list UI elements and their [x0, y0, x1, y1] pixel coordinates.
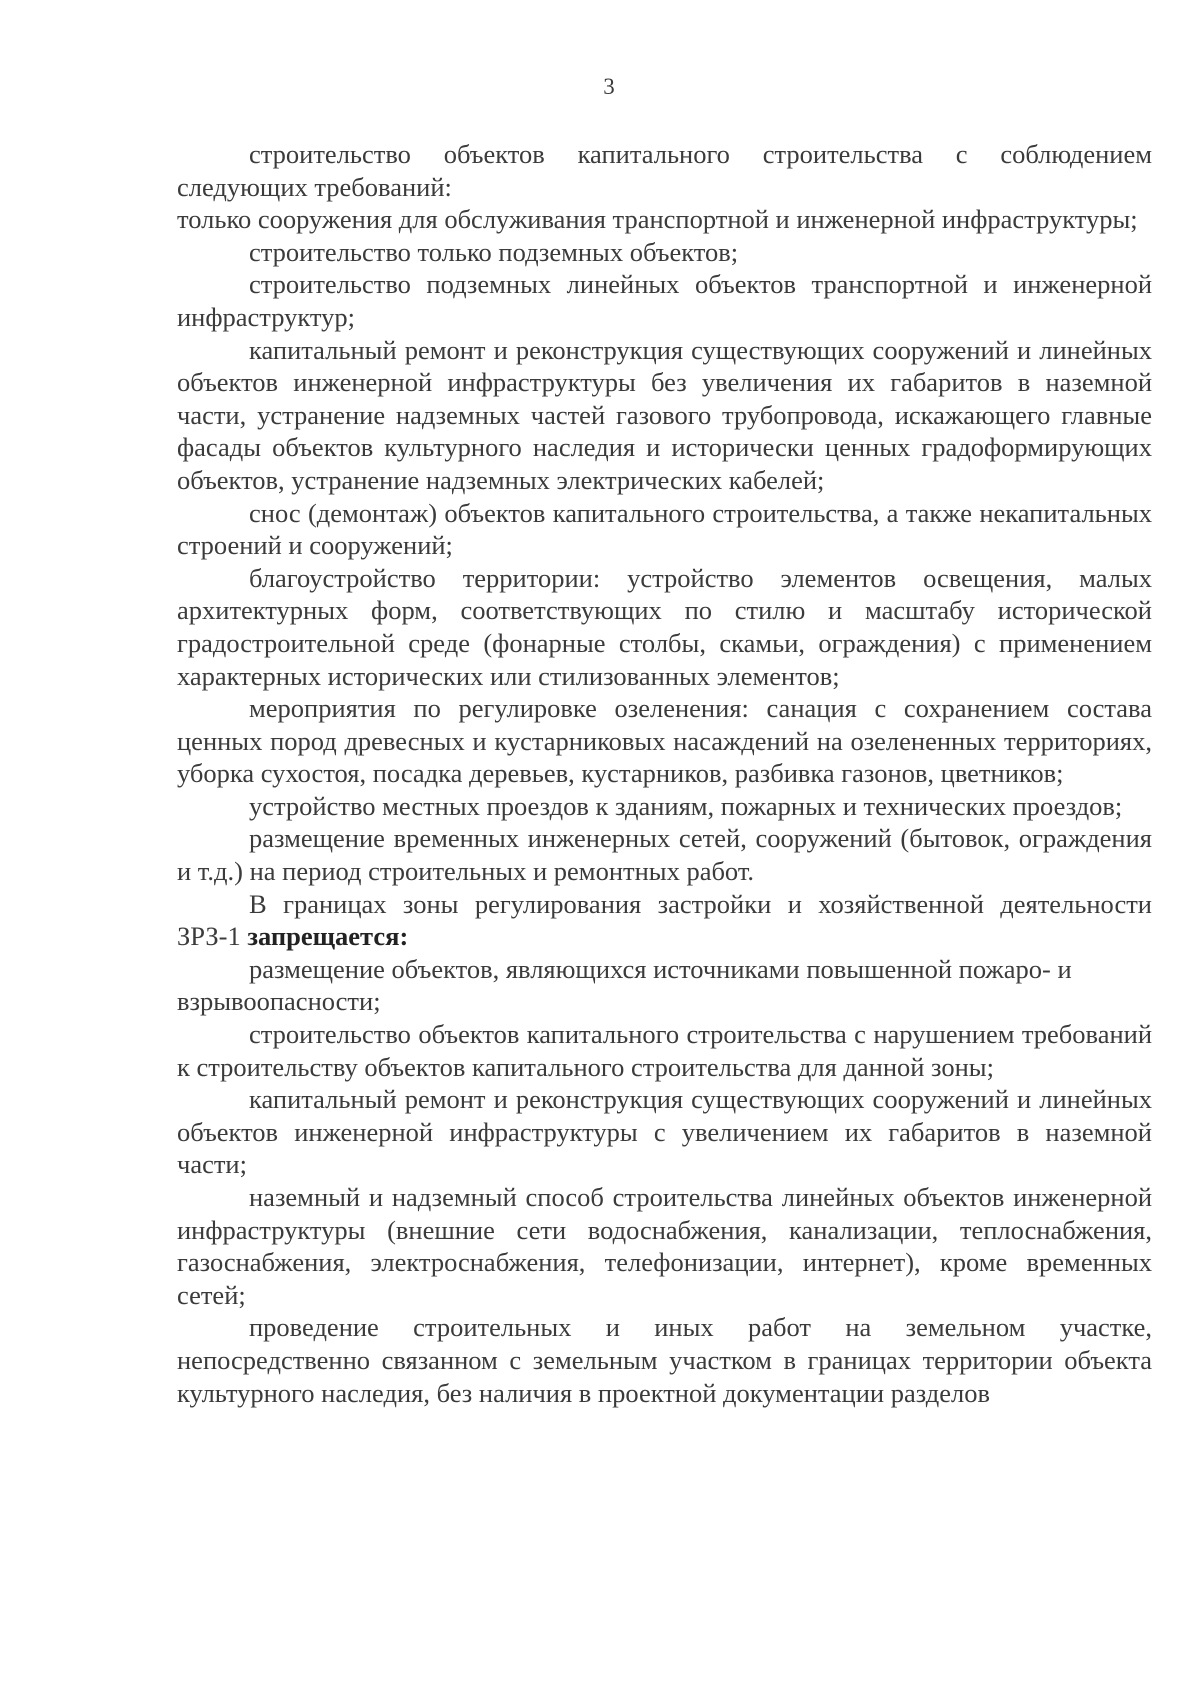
paragraph-text: В границах зоны регулирования застройки и хозяйственной деятельности ЗРЗ-1 — [177, 888, 1152, 952]
paragraph: размещение временных инженерных сетей, сооружений (бытовок, ограждения и т.д.) на период строительных и ремонтных работ. — [177, 823, 1152, 887]
paragraph: строительство объектов капитального строительства с нарушением требований к строительству объектов капитального строительства для данной зоны; — [177, 1019, 1152, 1082]
paragraph: наземный и надземный способ строительства линейных объектов инженерной инфраструктуры (внешние сети водоснабжения, канализации, теплоснабжения, газоснабжения, электроснабжения, телефонизации, интернет), кроме временных сетей; — [177, 1182, 1152, 1310]
paragraph: размещение объектов, являющихся источниками повышенной пожаро- и взрывоопасности; — [177, 953, 1072, 1017]
paragraph: только сооружения для обслуживания транспортной и инженерной инфраструктуры; — [177, 204, 1138, 235]
paragraph: проведение строительных и иных работ на земельном участке, непосредственно связанном с земельным участком в границах территории объекта культурного наследия, без наличия в проектной документации разделов — [177, 1312, 1152, 1408]
paragraph-prohibited-intro — [177, 888, 1152, 953]
document-body — [177, 138, 1152, 1409]
paragraph: капитальный ремонт и реконструкция существующих сооружений и линейных объектов инженерной инфраструктуры с увеличением их габаритов в наземной части; — [177, 1084, 1152, 1180]
paragraph: строительство подземных линейных объектов транспортной и инженерной инфраструктур; — [177, 269, 1152, 332]
paragraph: устройство местных проездов к зданиям, пожарных и технических проездов; — [249, 790, 1123, 821]
paragraph: капитальный ремонт и реконструкция существующих сооружений и линейных объектов инженерной инфраструктуры без увеличения их габаритов в наземной части, устранение надземных частей газового трубопровода, искажающего главные фасады объектов культурного наследия и исторически ценных градоформирующих объектов, устранение надземных электрических кабелей; — [177, 334, 1152, 495]
paragraph: строительство только подземных объектов; — [249, 236, 739, 267]
page-number: 3 — [603, 74, 615, 99]
paragraph: строительство объектов капитального строительства с соблюдением следующих требований: — [177, 139, 1152, 202]
paragraph: благоустройство территории: устройство элементов освещения, малых архитектурных форм, соответствующих по стилю и масштабу исторической градостроительной среде (фонарные столбы, скамьи, ограждения) с применением характерных исторических или стилизованных элементов; — [177, 562, 1152, 691]
prohibited-label: запрещается: — [247, 921, 409, 952]
paragraph: мероприятия по регулировке озеленения: санация с сохранением состава ценных пород древесных и кустарниковых насаждений на озелененных территориях, уборка сухостоя, посадка деревьев, кустарников, разбивка газонов, цветников; — [177, 693, 1152, 789]
paragraph: снос (демонтаж) объектов капитального строительства, а также некапитальных строений и сооружений; — [177, 497, 1152, 561]
